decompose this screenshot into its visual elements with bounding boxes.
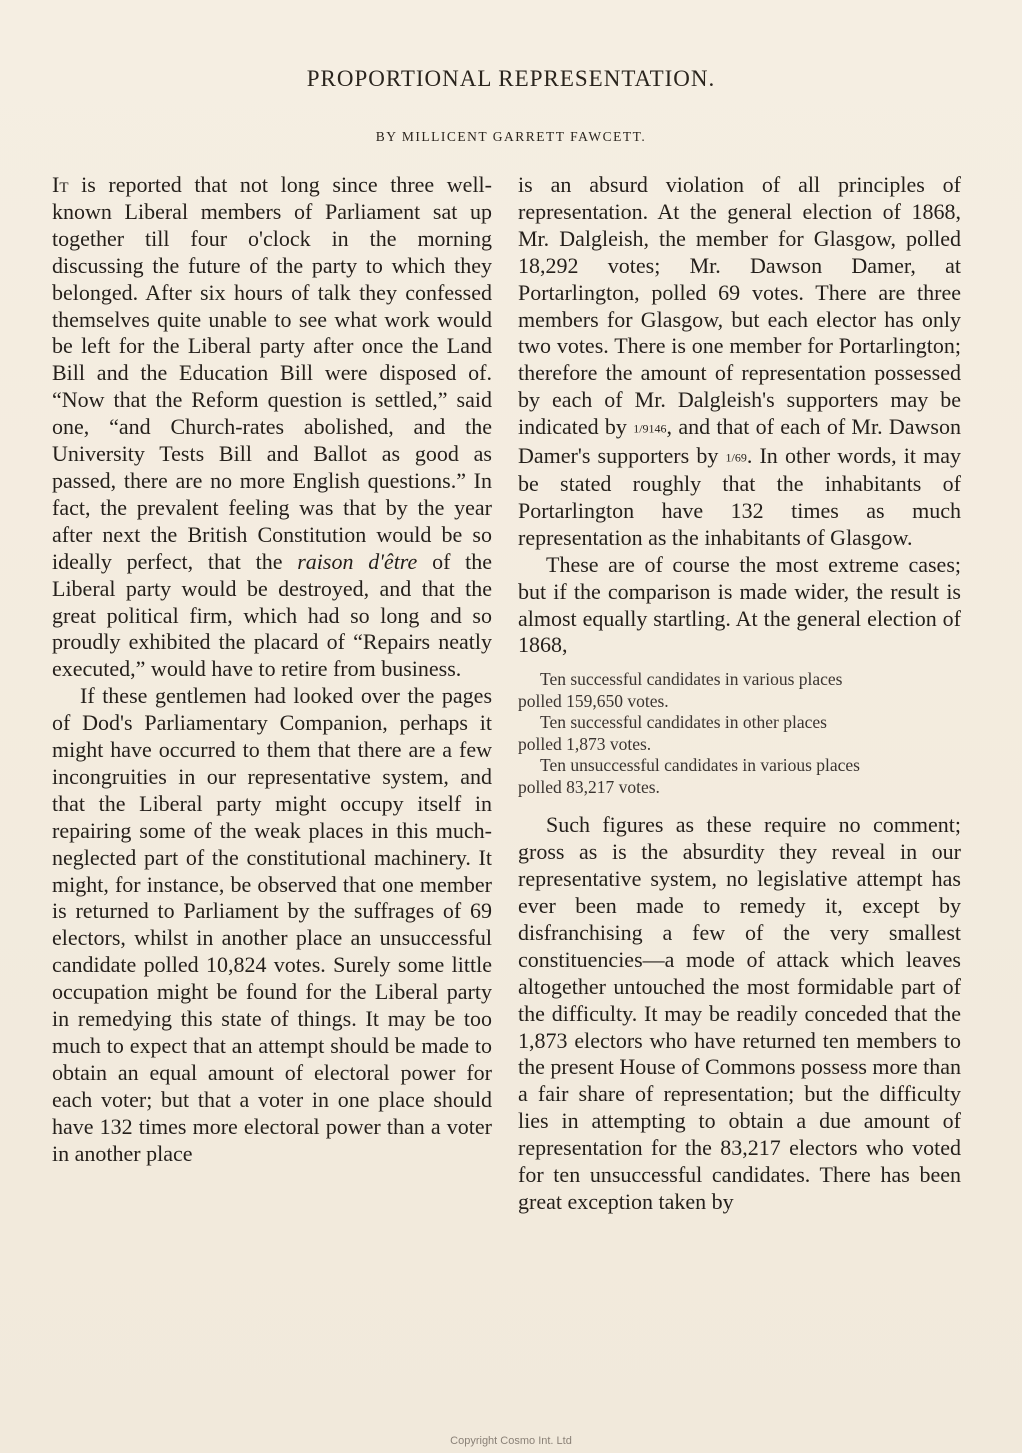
paragraph xyxy=(518,172,961,552)
article-title: PROPORTIONAL REPRESENTATION. xyxy=(306,66,716,91)
italic-phrase: raison d'être xyxy=(297,548,418,574)
paragraph-text: , and that of each of Mr. Dawson Damer's supporters by xyxy=(518,414,961,468)
fraction: 1/9146 xyxy=(633,421,667,436)
table-row-line: Ten successful candidates in various places xyxy=(540,669,843,690)
table-row xyxy=(518,669,961,712)
table-row-line: Ten unsuccessful candidates in various places xyxy=(540,755,860,776)
paragraph: Such figures as these require no comment; gross as is the absurdity they reveal in our representative system, no legislative attempt has ever been made to remedy it, except by disfranchising a few of the very smallest constituencies—a mode of attack which leaves altogether untouched the most formidable part of the difficulty. It may be readily conceded that the 1,873 electors who have returned ten members to the present House of Commons possess more than a fair share of representation; but the difficulty lies in attempting to obtain a due amount of representation for the 83,217 electors who voted for ten unsuccessful candidates. There has been great exception taken by xyxy=(518,812,961,1214)
left-column xyxy=(52,172,492,1168)
table-row-line: Ten successful candidates in other places xyxy=(540,712,827,733)
dropcap-word: It xyxy=(52,172,69,197)
table-row xyxy=(518,712,961,755)
paragraph: If these gentlemen had looked over the pages of Dod's Parliamentary Companion, perhaps it might have occurred to them that there are a few incongruities in our representative system, and that the Liberal party might occupy itself in repairing some of the weak places in this much-neglected part of the constitutional machinery. It might, for instance, be observed that one member is returned to Parliament by the suffrages of 69 electors, whilst in another place an unsuccessful candidate polled 10,824 votes. Surely some little occupation might be found for the Liberal party in remedying this state of things. It may be too much to expect that an attempt should be made to obtain an equal amount of electoral power for each voter; but that a voter in one place should have 132 times more electoral power than a voter in another place xyxy=(52,683,492,1166)
paragraph xyxy=(52,172,492,683)
paragraph-text: is reported that not long since three well-known Liberal members of Parliament sat up together till four o'clock in the morning discussing the future of the party to which they belonged. After six hours of talk they confessed themselves quite unable to see what work would be left for the Liberal party after once the Land Bill and the Education Bill were disposed of. “Now that the Reform question is settled,” said one, “and Church-rates abolished, and the University Tests Bill and Ballot as good as passed, there are no more English questions.” In fact, the prevalent feeling was that by the year after next the British Constitution would be so ideally perfect, that the xyxy=(52,172,492,574)
table-row xyxy=(518,755,961,798)
paragraph: These are of course the most extreme cases; but if the comparison is made wider, the result is almost equally startling. At the general election of 1868, xyxy=(518,551,961,658)
copyright-watermark: Copyright Cosmo Int. Ltd xyxy=(450,1435,572,1447)
table-row-line: polled 159,650 votes. xyxy=(518,690,669,711)
paragraph-text: is an absurd violation of all principles of representation. At the general election of 1868, Mr. Dalgleish, the member for Glasgow, polled 18,292 votes; Mr. Dawson Damer, at Portarlington, polled 69 votes. There are three members for Glasgow, but each elector has only two votes. There is one member for Portarlington; therefore the amount of representation possessed by each of Mr. Dalgleish's supporters may be indicated by xyxy=(518,172,961,440)
table-row-line: polled 1,873 votes. xyxy=(518,733,652,754)
article-byline: BY MILLICENT GARRETT FAWCETT. xyxy=(375,129,647,144)
results-table xyxy=(518,669,961,798)
table-row-line: polled 83,217 votes. xyxy=(518,776,660,797)
fraction: 1/69 xyxy=(725,450,747,465)
paragraph-text: of the Liberal party would be destroyed, and that the great political firm, which had so long and so proudly exhibited the placard of “Repairs neatly executed,” would have to retire from business. xyxy=(52,548,493,682)
right-column xyxy=(518,172,961,1216)
paragraph-text: . In other words, it may be stated roughly that the inhabitants of Portarlington have 132 times as much representation as the inhabitants of Glasgow. xyxy=(518,442,961,550)
